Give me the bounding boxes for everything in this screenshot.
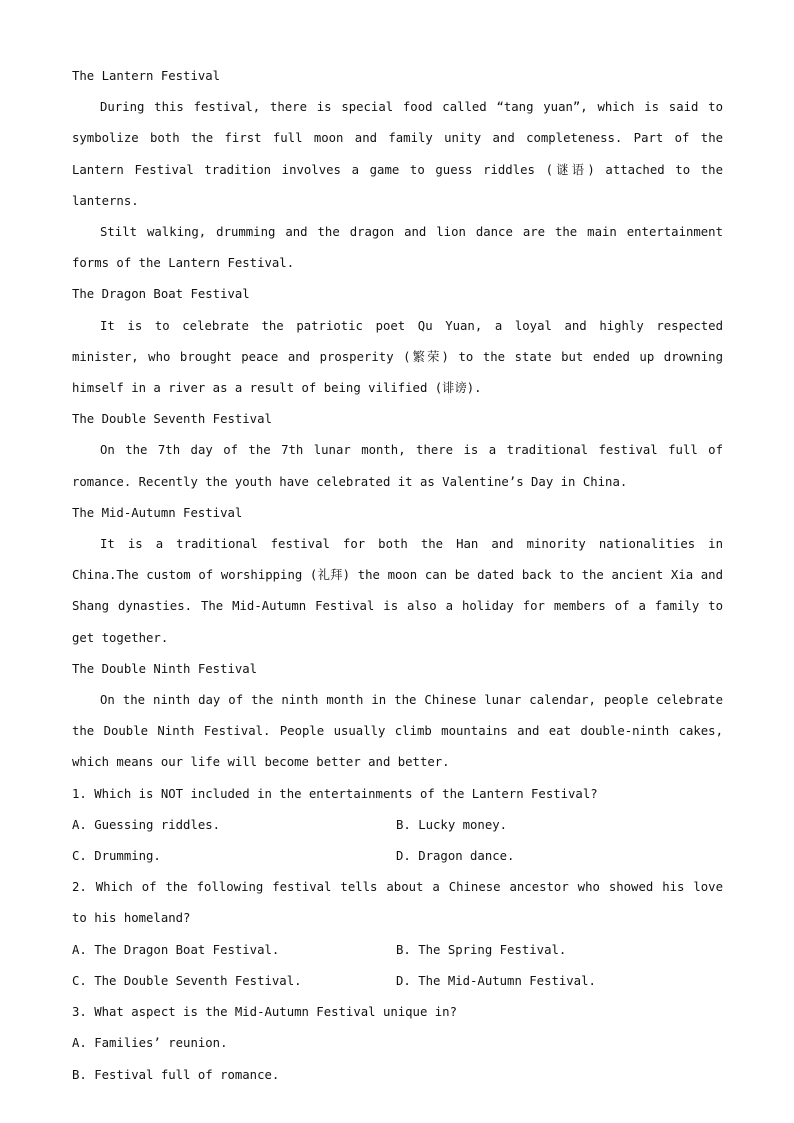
question-2-option-c: C. The Double Seventh Festival. — [72, 973, 302, 988]
question-1-option-a: A. Guessing riddles. — [72, 817, 221, 832]
paragraph-mid-autumn-1: It is a traditional festival for both the Han and minority nationalities in China.The custom of worshipping (礼拜) the moon can be dated back to the ancient Xia and Shang dynasties. The Mid-Autumn Festival is also a holiday for members of a family to get together. — [72, 537, 731, 645]
question-2-option-b: B. The Spring Festival. — [396, 942, 567, 957]
question-2-options-row-2 — [72, 966, 723, 997]
paragraph-double-seventh-1: On the 7th day of the 7th lunar month, there is a traditional festival full of romance. Recently the youth have celebrated it as Valentine’s Day in China. — [72, 443, 731, 489]
question-1-option-d: D. Dragon dance. — [396, 849, 515, 864]
paragraph-lantern-1: During this festival, there is special food called “tang yuan”, which is said to symbolize both the first full moon and family unity and completeness. Part of the Lantern Festival tradition involves a game to guess riddles (谜语) attached to the lanterns. — [72, 100, 731, 208]
question-1-options-row-1 — [72, 810, 723, 841]
section-title-mid-autumn: The Mid-Autumn Festival — [72, 505, 243, 520]
paragraph-dragon-boat-1: It is to celebrate the patriotic poet Qu Yuan, a loyal and highly respected minister, who brought peace and prosperity (繁荣) to the state but ended up drowning himself in a river as a result of being vilified (诽谤). — [72, 318, 731, 396]
question-3-option-a: A. Families’ reunion. — [72, 1036, 228, 1051]
question-3-option-b: B. Festival full of romance. — [72, 1067, 280, 1082]
question-1-option-b: B. Lucky money. — [396, 817, 508, 832]
section-title-dragon-boat: The Dragon Boat Festival — [72, 287, 250, 302]
question-2-stem: 2. Which of the following festival tells about a Chinese ancestor who showed his love to his homeland? — [72, 880, 731, 926]
section-title-double-ninth: The Double Ninth Festival — [72, 661, 258, 676]
paragraph-lantern-2: Stilt walking, drumming and the dragon and lion dance are the main entertainment forms of the Lantern Festival. — [72, 225, 731, 271]
section-title-lantern: The Lantern Festival — [72, 69, 221, 83]
document-page — [72, 61, 731, 1091]
question-2-option-a: A. The Dragon Boat Festival. — [72, 942, 280, 957]
question-2-option-d: D. The Mid-Autumn Festival. — [396, 973, 596, 988]
question-1-option-c: C. Drumming. — [72, 849, 161, 864]
question-2-options-row-1 — [72, 935, 723, 966]
question-1-options-row-2 — [72, 841, 723, 872]
section-title-double-seventh: The Double Seventh Festival — [72, 412, 272, 427]
paragraph-double-ninth-1: On the ninth day of the ninth month in the Chinese lunar calendar, people celebrate the Double Ninth Festival. People usually climb mountains and eat double-ninth cakes, which means our life will become better and better. — [72, 693, 731, 770]
question-3-stem: 3. What aspect is the Mid-Autumn Festival unique in? — [72, 1005, 457, 1020]
question-1-stem: 1. Which is NOT included in the entertainments of the Lantern Festival? — [72, 786, 598, 801]
